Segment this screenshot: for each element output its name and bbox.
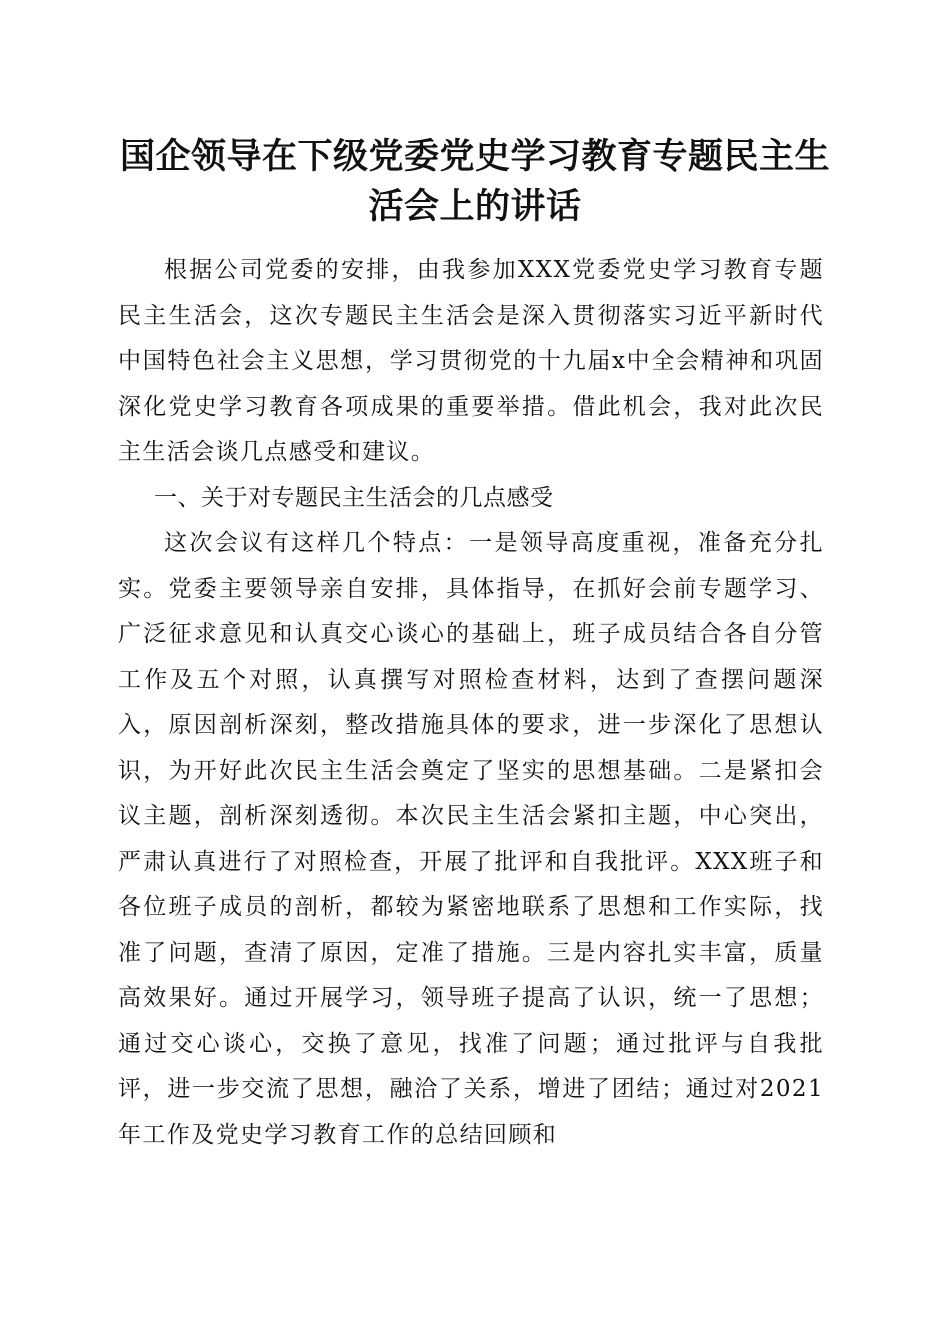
document-title: [100, 132, 850, 232]
document-body: [118, 248, 824, 1158]
title-line-2: 活会上的讲话: [368, 186, 582, 227]
section-heading: 一、关于对专题民主生活会的几点感受: [154, 484, 554, 511]
intro-paragraph: 根据公司党委的安排，由我参加XXX党委党史学习教育专题民主生活会，这次专题民主生活会是深入贯彻落实习近平新时代中国特色社会主义思想，学习贯彻党的十九届x中全会精神和巩固深化党史学习教育各项成果的重要举措。借此机会，我对此次民主生活会谈几点感受和建议。: [118, 257, 824, 465]
title-line-1: 国企领导在下级党委党史学习教育专题民主生: [119, 136, 830, 177]
body-paragraph: 这次会议有这样几个特点：一是领导高度重视，准备充分扎实。党委主要领导亲自安排，具体指导，在抓好会前专题学习、广泛征求意见和认真交心谈心的基础上，班子成员结合各自分管工作及五个对照，认真撰写对照检查材料，达到了查摆问题深入，原因剖析深刻，整改措施具体的要求，进一步深化了思想认识，为开好此次民主生活会奠定了坚实的思想基础。二是紧扣会议主题，剖析深刻透彻。本次民主生活会紧扣主题，中心突出，严肃认真进行了对照检查，开展了批评和自我批评。XXX班子和各位班子成员的剖析，都较为紧密地联系了思想和工作实际，找准了问题，查清了原因，定准了措施。三是内容扎实丰富，质量高效果好。通过开展学习，领导班子提高了认识，统一了思想；通过交心谈心，交换了意见，找准了问题；通过批评与自我批评，进一步交流了思想，融洽了关系，增进了团结；通过对2021年工作及党史学习教育工作的总结回顾和: [118, 530, 824, 1148]
